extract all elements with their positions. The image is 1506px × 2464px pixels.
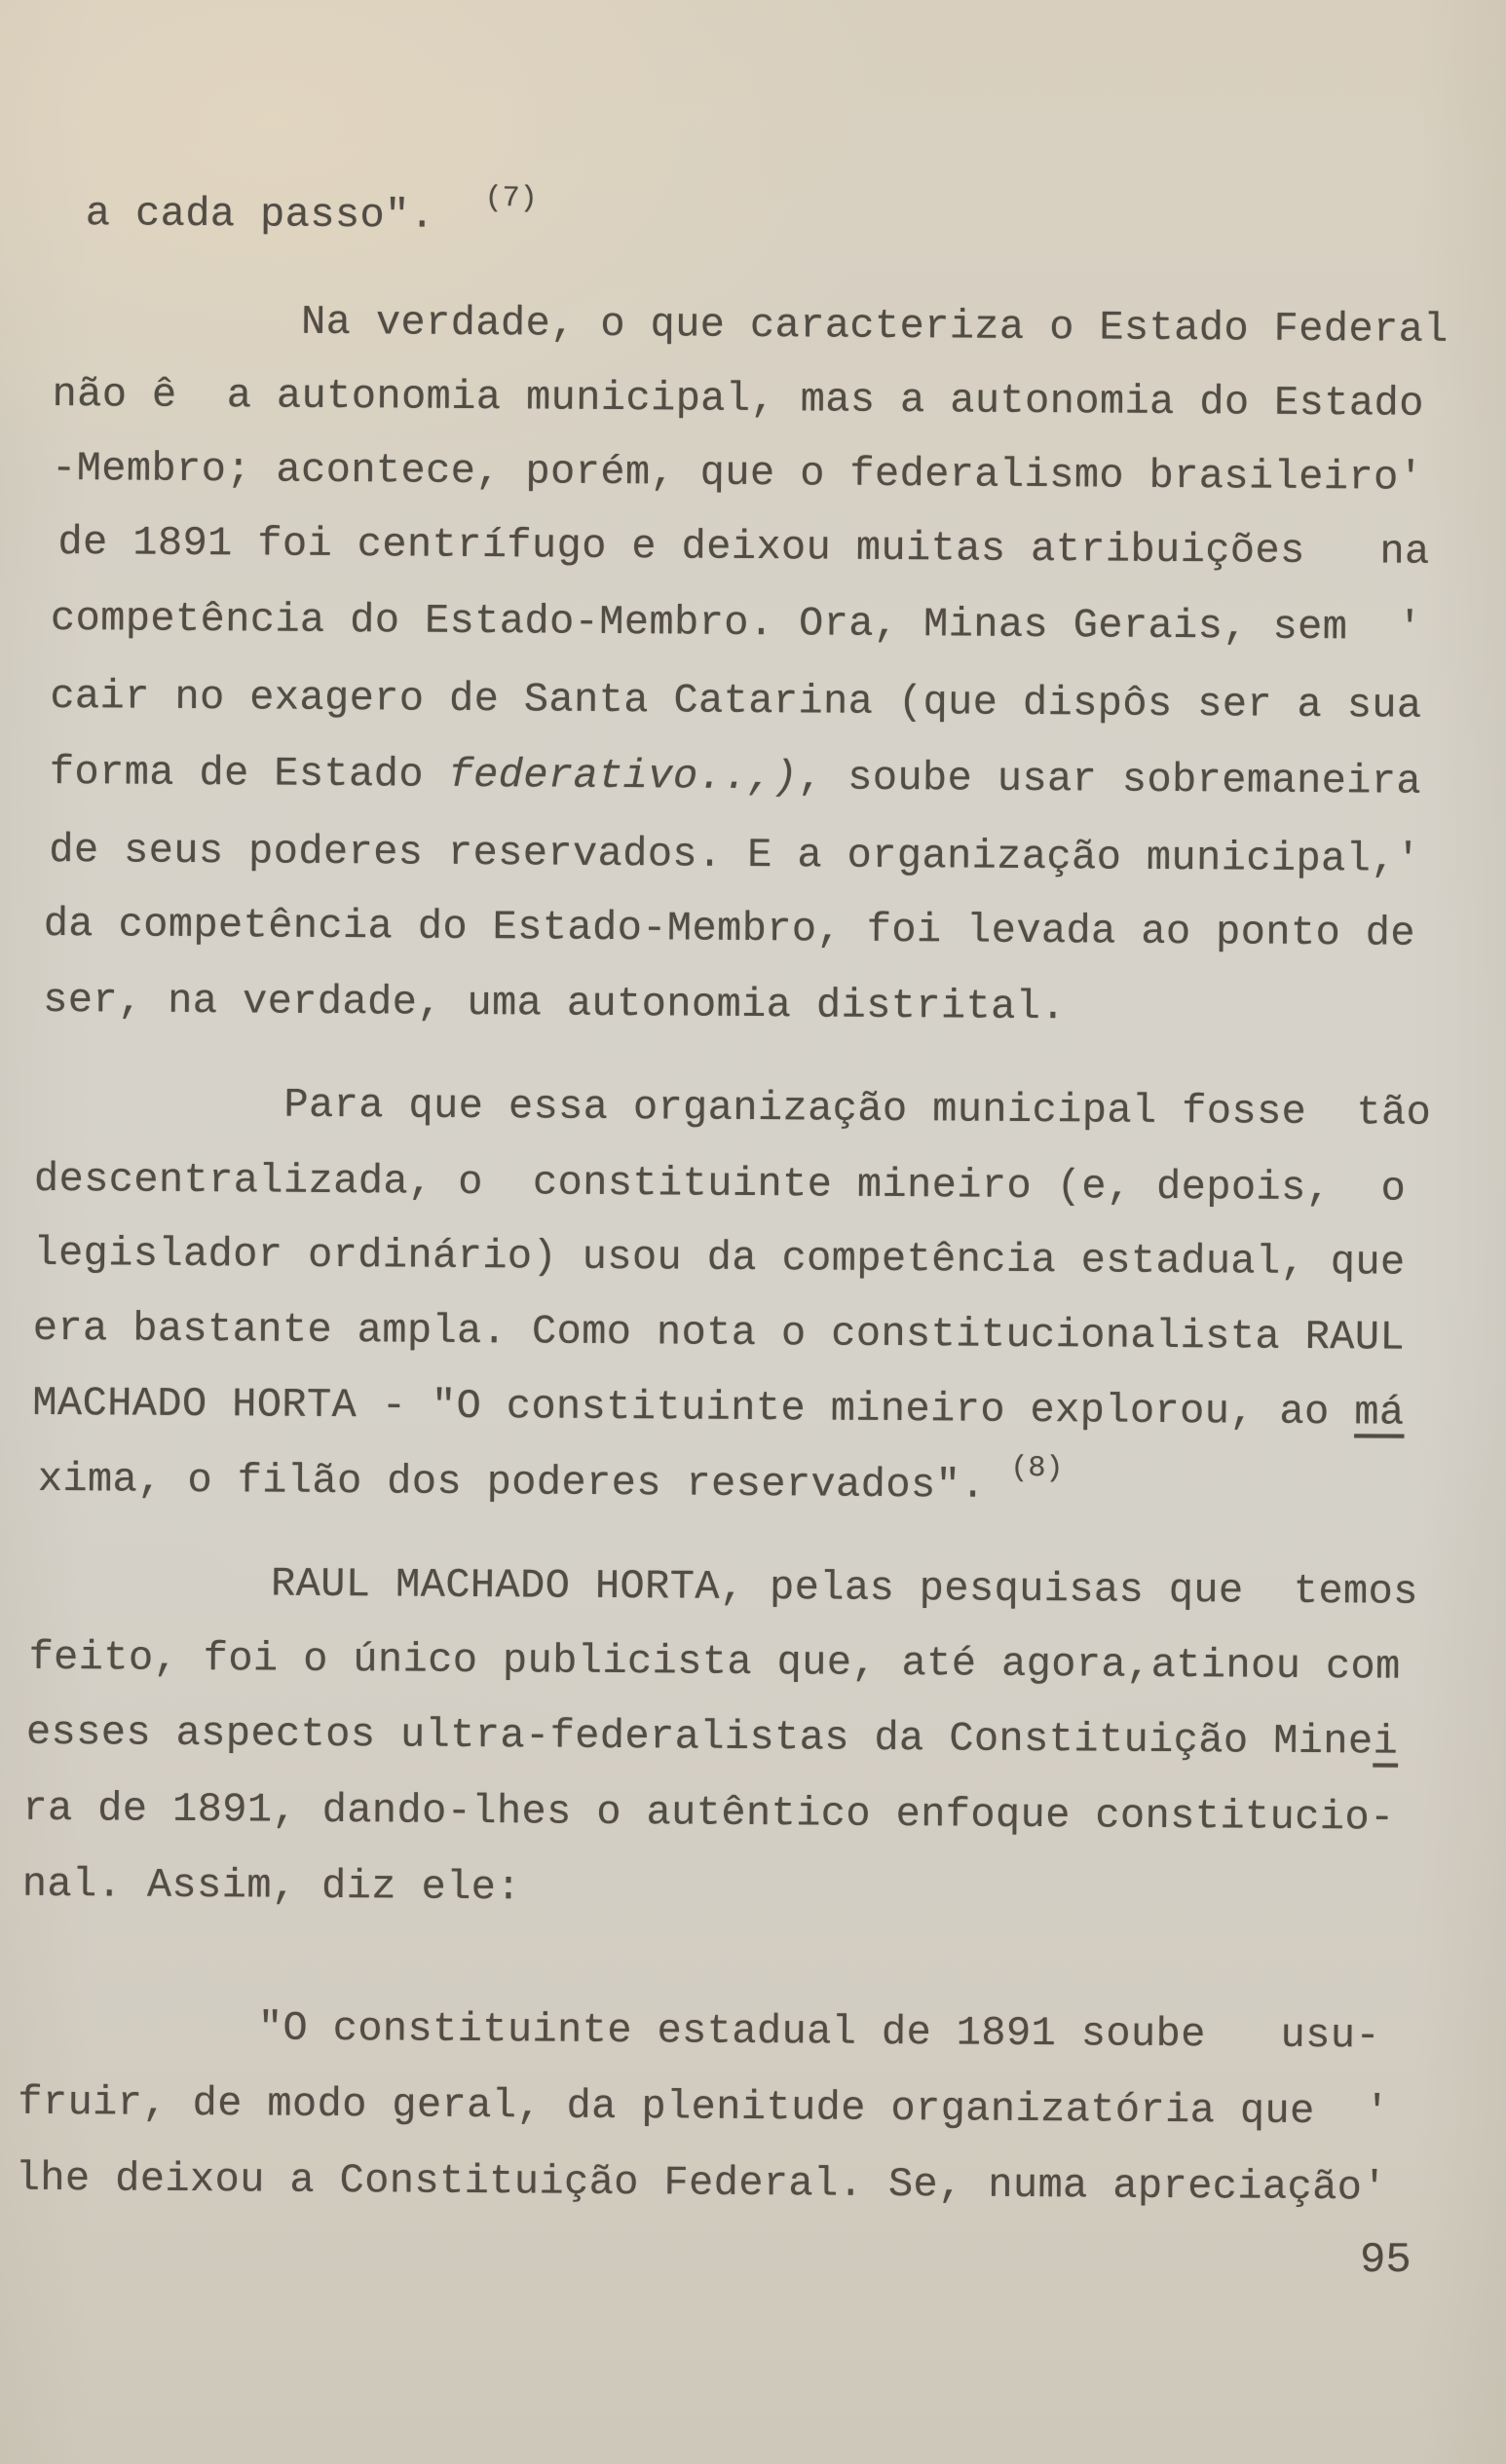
text-segment: MACHADO HORTA - "O constituinte mineiro explorou, ao xyxy=(32,1379,1355,1437)
text-line xyxy=(52,370,1424,428)
text-segment: fruir, de modo geral, da plenitude organizatória que ' xyxy=(18,2078,1390,2136)
text-segment: i xyxy=(1373,1718,1399,1766)
text-segment: a cada passo". xyxy=(85,190,485,241)
text-line xyxy=(37,1451,1064,1510)
text-line xyxy=(85,182,538,241)
text-line xyxy=(15,2154,1388,2212)
text-segment: -Membro; acontece, porém, que o federalismo brasileiro' xyxy=(51,444,1424,502)
text-segment: cair no exagero de Santa Catarina (que dispôs ser a sua xyxy=(50,672,1422,729)
text-line xyxy=(21,1860,522,1912)
text-line xyxy=(25,1708,1399,1766)
text-segment: RAUL MACHADO HORTA, pelas pesquisas que temos xyxy=(270,1560,1418,1616)
text-line xyxy=(32,1304,1406,1362)
text-segment: esses aspectos ultra-federalistas da Constituição Mine xyxy=(25,1708,1374,1766)
text-line xyxy=(18,2078,1390,2136)
text-segment: da competência do Estado-Membro, foi levada ao ponto de xyxy=(43,900,1416,957)
text-segment: ser, na verdade, uma autonomia distrital. xyxy=(43,976,1067,1031)
text-line xyxy=(49,826,1421,883)
text-segment: competência do Estado-Membro. Ora, Minas Gerais, sem ' xyxy=(50,594,1423,652)
text-line xyxy=(300,298,1450,354)
text-line xyxy=(57,519,1430,576)
text-segment: de seus poderes reservados. E a organização municipal,' xyxy=(49,826,1421,883)
text-line xyxy=(43,900,1416,957)
text-line xyxy=(283,1081,1432,1137)
text-line xyxy=(32,1379,1405,1437)
text-segment: Na verdade, o que caracteriza o Estado Federal xyxy=(300,298,1450,354)
text-segment: xima, o filão dos poderes reservados". xyxy=(37,1455,1011,1510)
text-line xyxy=(49,748,1422,805)
footnote-ref: (8) xyxy=(1010,1451,1064,1486)
text-line xyxy=(270,1560,1418,1616)
text-line xyxy=(28,1633,1401,1691)
text-line xyxy=(33,1229,1406,1287)
text-segment: era bastante ampla. Como nota o constitucionalista RAUL xyxy=(32,1304,1406,1362)
page-number: 95 xyxy=(1360,2236,1412,2285)
text-segment: má xyxy=(1354,1389,1405,1437)
text-segment: federativo..,) xyxy=(448,751,799,802)
text-line xyxy=(50,594,1423,652)
text-line xyxy=(257,2004,1381,2060)
text-segment: nal. Assim, diz ele: xyxy=(21,1860,522,1912)
text-line xyxy=(22,1784,1395,1842)
text-segment: legislador ordinário) usou da competência estadual, que xyxy=(33,1229,1406,1287)
footnote-ref: (7) xyxy=(484,182,538,216)
text-segment: forma de Estado xyxy=(49,748,449,799)
text-line xyxy=(51,444,1424,502)
text-line xyxy=(50,672,1422,729)
text-segment: Para que essa organização municipal fosse tão xyxy=(283,1081,1432,1137)
text-segment: lhe deixou a Constituição Federal. Se, numa apreciação' xyxy=(15,2154,1388,2212)
text-segment: , soube usar sobremaneira xyxy=(797,754,1422,805)
text-line xyxy=(43,976,1067,1031)
text-segment: de 1891 foi centrífugo e deixou muitas atribuições na xyxy=(57,519,1430,576)
text-segment: "O constituinte estadual de 1891 soube usu- xyxy=(257,2004,1381,2060)
text-segment: feito, foi o único publicista que, até agora,atinou com xyxy=(28,1633,1401,1691)
text-line xyxy=(33,1155,1407,1213)
text-segment: ra de 1891, dando-lhes o autêntico enfoque constitucio- xyxy=(22,1784,1395,1842)
text-segment: descentralizada, o constituinte mineiro (e, depois, o xyxy=(33,1155,1407,1213)
text-segment: não ê a autonomia municipal, mas a autonomia do Estado xyxy=(52,370,1424,428)
